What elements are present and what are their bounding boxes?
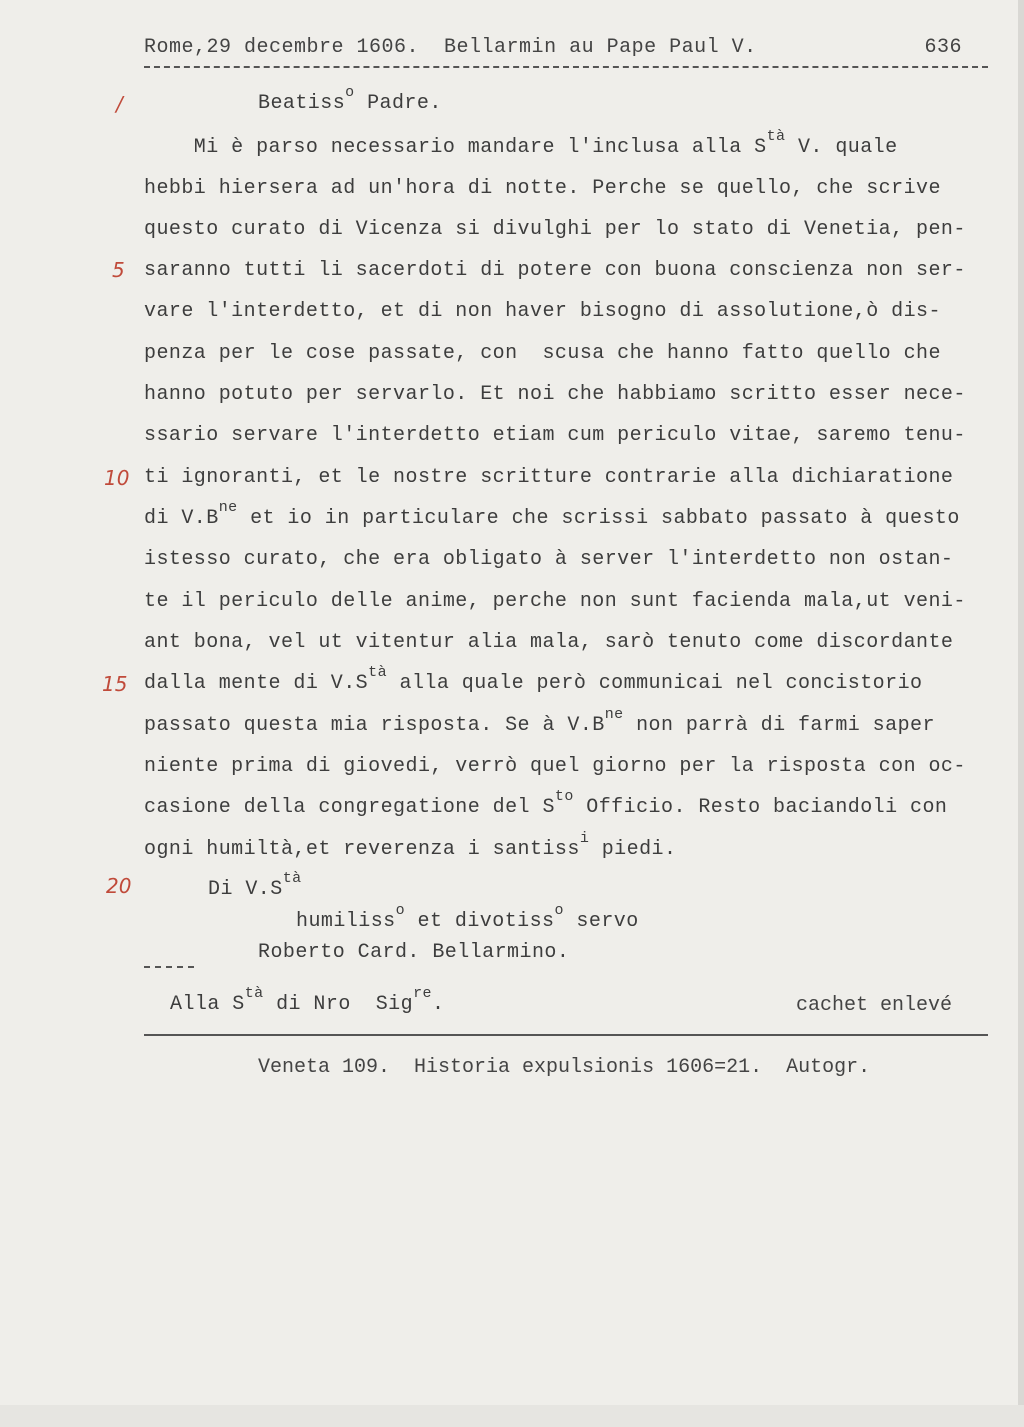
letter-salutation: Beatiss$^o$ Padre. [258, 84, 442, 115]
letter-line-12: te il periculo delle anime, perche non sunt facienda mala,ut veni- [144, 590, 966, 613]
closing-di: Di $V.S^{tà}$ [208, 870, 302, 901]
letter-line-7: hanno potuto per servarlo. Et noi che habbiamo scritto esser nece- [144, 383, 966, 406]
signature: Roberto Card. Bellarmino. [258, 941, 570, 964]
letter-line-16: niente prima di giovedi, verrò quel giorno per la risposta con oc- [144, 755, 966, 778]
letter-line-14: dalla mente di $V.S^{tà}$ alla quale però communicai nel concistorio [144, 664, 923, 695]
letter-line-10: di $V.B^{ne}$ et io in particulare che scrissi sabbato passato à questo [144, 499, 960, 530]
scan-edge [1018, 0, 1024, 1427]
letter-line-6: penza per le cose passate, con scusa che hanno fatto quello che [144, 342, 941, 365]
letter-line-17: casione della congregatione del $S^{to}$ Officio. Resto baciandoli con [144, 788, 948, 819]
letter-line-11: istesso curato, che era obligato à server l'interdetto non ostan- [144, 548, 954, 571]
address-line: Alla $S^{tà}$ di Nro Sig$^{re}$. [170, 985, 445, 1016]
letter-line-5: vare l'interdetto, et di non haver bisogno di assolutione,ò dis- [144, 300, 941, 323]
letter-line-8: ssario servare l'interdetto etiam cum periculo vitae, saremo tenu- [144, 424, 966, 447]
letter-line-15: passato questa mia risposta. Se à $V.B^{ne}$ non parrà di farmi saper [144, 706, 935, 737]
page-number: 636 [924, 36, 962, 59]
margin-number-15: 15 [102, 672, 128, 696]
letter-line-18: ogni humiltà,et reverenza i santiss$^i$ piedi. [144, 830, 677, 861]
letter-line-1: Mi è parso necessario mandare l'inclusa alla $S^{tà}$ V. quale [144, 128, 898, 159]
letter-line-13: ant bona, vel ut vitentur alia mala, sarò tenuto come discordante [144, 631, 954, 654]
letter-line-4: saranno tutti li sacerdoti di potere con buona conscienza non ser- [144, 259, 966, 282]
closing-servo: humiliss$^o$ et divotiss$^o$ servo [296, 902, 639, 933]
letter-line-3: questo curato di Vicenza si divulghi per lo stato di Venetia, pen- [144, 218, 966, 241]
letter-line-9: ti ignoranti, et le nostre scritture contrarie alla dichiaratione [144, 466, 954, 489]
margin-number-5: 5 [112, 258, 125, 282]
cachet-note: cachet enlevé [796, 994, 953, 1017]
header-title: Rome,29 decembre 1606. Bellarmin au Pape Paul V. [144, 36, 757, 59]
margin-number-1: / [116, 92, 123, 116]
letter-line-2: hebbi hiersera ad un'hora di notte. Perche se quello, che scrive [144, 177, 941, 200]
margin-number-20: 20 [106, 874, 132, 898]
document-header [144, 36, 988, 68]
footer-rule [144, 1034, 988, 1036]
archive-reference: Veneta 109. Historia expulsionis 1606=21. Autogr. [258, 1056, 871, 1079]
scan-bottom-edge [0, 1405, 1024, 1427]
separator-dashes [144, 966, 194, 968]
margin-number-10: 10 [104, 466, 130, 490]
